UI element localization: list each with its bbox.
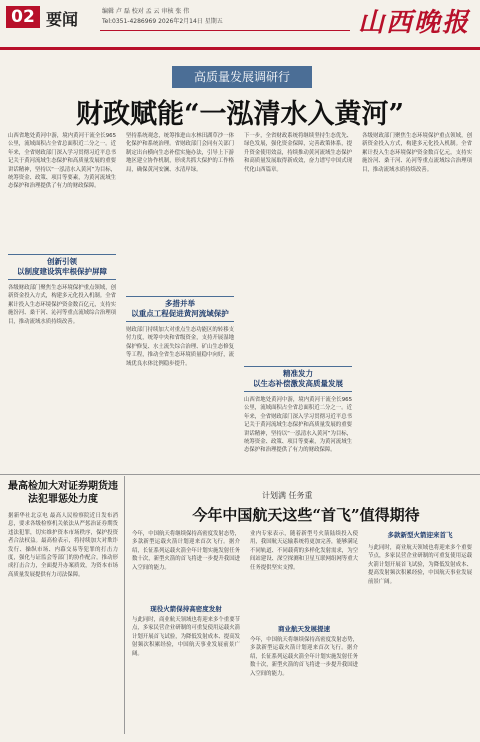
article-subhead: 商业航天发展提速	[278, 625, 330, 633]
article-subhead: 多措并举 以重点工程促进黄河流域保护	[126, 296, 234, 322]
section-divider	[0, 474, 480, 475]
masthead-rule	[100, 30, 350, 31]
second-headline: 今年中国航天这些“首飞”值得期待	[192, 506, 420, 524]
article-column: 今年，中国航天将继续保持高密度发射态势，多款新型运载火箭计划迎来首次飞行。据介绍，长征系列运载火箭全年计划实施发射任务数十次，新型火箭的首飞将进一步提升我国进入空间的能力。	[132, 531, 240, 571]
article-column: 各级财政部门聚焦生态环境保护重点领域，创新资金投入方式，构建多元化投入机制。全省累计投入生态环境保护资金数百亿元，支持实施汾河、桑干河、沁河等重点流域综合治理项目，推动流域水质持续改善。	[362, 133, 472, 173]
article-column: 据新华社北京电 最高人民检察院近日发布消息，要求各级检察机关依法从严惩治证券期货违法犯罪，切实维护资本市场秩序，保护投资者合法权益。最高检表示，将持续加大对欺诈发行、操纵市场、内幕交易等犯罪的打击力度，强化与证监会等部门的协作配合，推动形成打击合力，全面提升办案质效，为资本市场高质量发展提供有力司法保障。	[8, 513, 118, 578]
story-kicker: 高质量发展调研行	[172, 66, 312, 88]
article-column: 财政部门持续加大对重点生态功能区的转移支付力度，统筹中央和省级资金，支持开展湿地保护修复、水土流失综合治理、矿山生态修复等工程，推动全省生态环境质量稳中向好，流域优良水体比例稳步提升。	[126, 327, 234, 367]
article-column: 各级财政部门聚焦生态环境保护重点领域，创新资金投入方式，构建多元化投入机制。全省累计投入生态环境保护资金数百亿元，支持实施汾河、桑干河、沁河等重点流域综合治理项目，推动流域水质持续改善。	[8, 285, 116, 325]
article-subhead: 创新引领 以制度建设筑牢根保护屏障	[8, 254, 116, 280]
editor-line: 编辑 卢 磊 校对 孟 云 审核 张 伟	[102, 8, 190, 15]
main-headline: 财政赋能“一泓清水入黄河”	[75, 99, 405, 130]
left-headline: 最高检加大对证券期货违法犯罪惩处力度	[8, 481, 118, 505]
article-subhead: 现役火箭保持高密度发射	[150, 605, 222, 613]
kicker-bar	[0, 66, 480, 88]
article-subhead: 多款新型火箭迎来首飞	[387, 531, 453, 539]
section-title: 要闻	[46, 10, 79, 29]
article-column: 下一步，全省财政系统将继续坚持生态优先、绿色发展，强化资金保障，完善政策体系，提升资金使用效益，持续推动黄河流域生态保护和高质量发展取得新成效，奋力谱写中国式现代化山西篇章。	[244, 133, 352, 173]
date-line: Tel:0351-4286969 2026年2月14日 星期五	[102, 18, 223, 25]
article-column: 坚持系统观念，统筹推进山水林田湖草沙一体化保护和系统治理。省财政部门会同有关部门制定出台横向生态补偿实施办法，引导上下游地区建立协作机制，形成共抓大保护的工作格局，确保黄河安澜、水清岸绿。	[126, 133, 234, 173]
article-column: 业内专家表示，随着新型号火箭陆续投入使用，我国航天运输系统将更加完善，能够满足不同轨道、不同载荷的多样化发射需求，为空间站建设、深空探测和卫星互联网组网等重大任务提供坚实支撑。	[250, 531, 358, 571]
article-column: 与此同时，商业航天领域也将迎来多个重要节点，多家民营企业研制的可重复使用运载火箭计划开展首飞试验，为降低发射成本、提高发射频次积累经验，中国航天事业发展前景广阔。	[368, 545, 472, 585]
article-column: 山西省地处黄河中游，境内黄河干流全长965公里，流域面积占全省总面积近二分之一。近年来，全省财政部门深入学习贯彻习近平总书记关于黄河流域生态保护和高质量发展的重要讲话精神，坚持以“一泓清水入黄河”为目标，统筹资金、政策、项目等要素，为黄河流域生态保护和治理提供了有力的财政保障。	[244, 397, 352, 454]
article-column: 与此同时，商业航天领域也将迎来多个重要节点，多家民营企业研制的可重复使用运载火箭计划开展首飞试验，为降低发射成本、提高发射频次积累经验，中国航天事业发展前景广阔。	[132, 617, 240, 657]
article-column: 山西省地处黄河中游，境内黄河干流全长965公里，流域面积占全省总面积近二分之一。近年来，全省财政部门深入学习贯彻习近平总书记关于黄河流域生态保护和高质量发展的重要讲话精神，坚持以“一泓清水入黄河”为目标，统筹资金、政策、项目等要素，为黄河流域生态保护和治理提供了有力的财政保障。	[8, 133, 116, 190]
page-number: 02	[6, 6, 40, 28]
masthead	[0, 0, 480, 50]
newspaper-logo: 山西晚报	[357, 8, 470, 38]
column-divider	[124, 476, 125, 734]
article-column: 今年，中国航天将继续保持高密度发射态势，多款新型运载火箭计划迎来首次飞行。据介绍，长征系列运载火箭全年计划实施发射任务数十次，新型火箭的首飞将进一步提升我国进入空间的能力。	[250, 637, 358, 677]
story-kicker: 计划满 任务重	[262, 491, 313, 500]
article-subhead: 精准发力 以生态补偿激发高质量发展	[244, 366, 352, 392]
